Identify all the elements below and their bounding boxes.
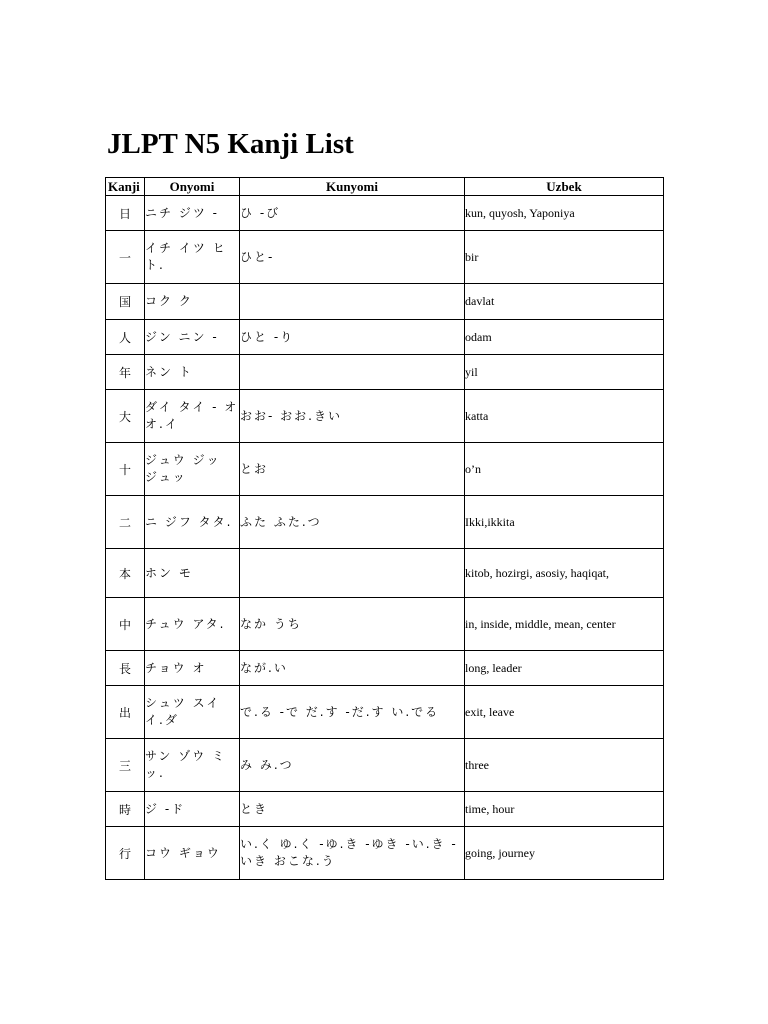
kunyomi-cell: なか うち <box>240 598 465 651</box>
table-row <box>106 284 664 320</box>
kanji-cell: 中 <box>106 598 145 651</box>
kanji-cell: 日 <box>106 196 145 231</box>
header-kanji: Kanji <box>106 178 145 196</box>
uzbek-cell: davlat <box>465 284 664 320</box>
table-row <box>106 792 664 827</box>
kanji-cell: 大 <box>106 390 145 443</box>
table-row <box>106 196 664 231</box>
table-row <box>106 598 664 651</box>
uzbek-cell: kun, quyosh, Yaponiya <box>465 196 664 231</box>
uzbek-cell: going, journey <box>465 827 664 880</box>
uzbek-cell: katta <box>465 390 664 443</box>
kanji-cell: 人 <box>106 320 145 355</box>
onyomi-cell: ジ -ド <box>145 792 240 827</box>
uzbek-cell: exit, leave <box>465 686 664 739</box>
table-row <box>106 320 664 355</box>
onyomi-cell: ニチ ジツ - <box>145 196 240 231</box>
onyomi-cell: チュウ アタ. <box>145 598 240 651</box>
table-row <box>106 686 664 739</box>
onyomi-cell: ネン ト <box>145 355 240 390</box>
kanji-cell: 長 <box>106 651 145 686</box>
uzbek-cell: kitob, hozirgi, asosiy, haqiqat, <box>465 549 664 598</box>
kunyomi-cell <box>240 284 465 320</box>
uzbek-cell: three <box>465 739 664 792</box>
table-row <box>106 390 664 443</box>
table-row <box>106 355 664 390</box>
kanji-cell: 二 <box>106 496 145 549</box>
table-row <box>106 496 664 549</box>
uzbek-cell: time, hour <box>465 792 664 827</box>
kanji-cell: 本 <box>106 549 145 598</box>
kunyomi-cell: ひ -び <box>240 196 465 231</box>
kanji-cell: 三 <box>106 739 145 792</box>
kanji-cell: 年 <box>106 355 145 390</box>
kanji-cell: 出 <box>106 686 145 739</box>
kunyomi-cell: なが.い <box>240 651 465 686</box>
uzbek-cell: odam <box>465 320 664 355</box>
kunyomi-cell: ひと- <box>240 231 465 284</box>
kunyomi-cell: ひと -り <box>240 320 465 355</box>
onyomi-cell: シュツ スイ イ.ダ <box>145 686 240 739</box>
table-header-row <box>106 178 664 196</box>
onyomi-cell: コウ ギョウ <box>145 827 240 880</box>
kanji-cell: 行 <box>106 827 145 880</box>
table-row <box>106 231 664 284</box>
header-uzbek: Uzbek <box>465 178 664 196</box>
header-kunyomi: Kunyomi <box>240 178 465 196</box>
uzbek-cell: Ikki,ikkita <box>465 496 664 549</box>
kanji-cell: 時 <box>106 792 145 827</box>
kunyomi-cell: い.く ゆ.く -ゆ.き -ゆき -い.き - いき おこな.う <box>240 827 465 880</box>
onyomi-cell: サン ゾウ ミッ. <box>145 739 240 792</box>
kunyomi-cell: とお <box>240 443 465 496</box>
table-row <box>106 549 664 598</box>
onyomi-cell: ダイ タイ - オオ.イ <box>145 390 240 443</box>
onyomi-cell: ホン モ <box>145 549 240 598</box>
kanji-cell: 一 <box>106 231 145 284</box>
kunyomi-cell: み み.つ <box>240 739 465 792</box>
uzbek-cell: bir <box>465 231 664 284</box>
table-row <box>106 443 664 496</box>
uzbek-cell: long, leader <box>465 651 664 686</box>
page-title: JLPT N5 Kanji List <box>107 128 354 160</box>
kanji-table <box>105 177 664 880</box>
onyomi-cell: イチ イツ ヒト. <box>145 231 240 284</box>
uzbek-cell: yil <box>465 355 664 390</box>
table-row <box>106 739 664 792</box>
uzbek-cell: in, inside, middle, mean, center <box>465 598 664 651</box>
header-onyomi: Onyomi <box>145 178 240 196</box>
table-row <box>106 827 664 880</box>
kunyomi-cell <box>240 355 465 390</box>
kunyomi-cell: ふた ふた.つ <box>240 496 465 549</box>
kanji-cell: 国 <box>106 284 145 320</box>
uzbek-cell: o’n <box>465 443 664 496</box>
kunyomi-cell: とき <box>240 792 465 827</box>
onyomi-cell: ジン ニン - <box>145 320 240 355</box>
kunyomi-cell: で.る -で だ.す -だ.す い.でる <box>240 686 465 739</box>
kunyomi-cell: おお- おお.きい <box>240 390 465 443</box>
onyomi-cell: ニ ジフ タタ. <box>145 496 240 549</box>
table-row <box>106 651 664 686</box>
kunyomi-cell <box>240 549 465 598</box>
onyomi-cell: チョウ オ <box>145 651 240 686</box>
onyomi-cell: ジュウ ジッ ジュッ <box>145 443 240 496</box>
onyomi-cell: コク ク <box>145 284 240 320</box>
kanji-cell: 十 <box>106 443 145 496</box>
